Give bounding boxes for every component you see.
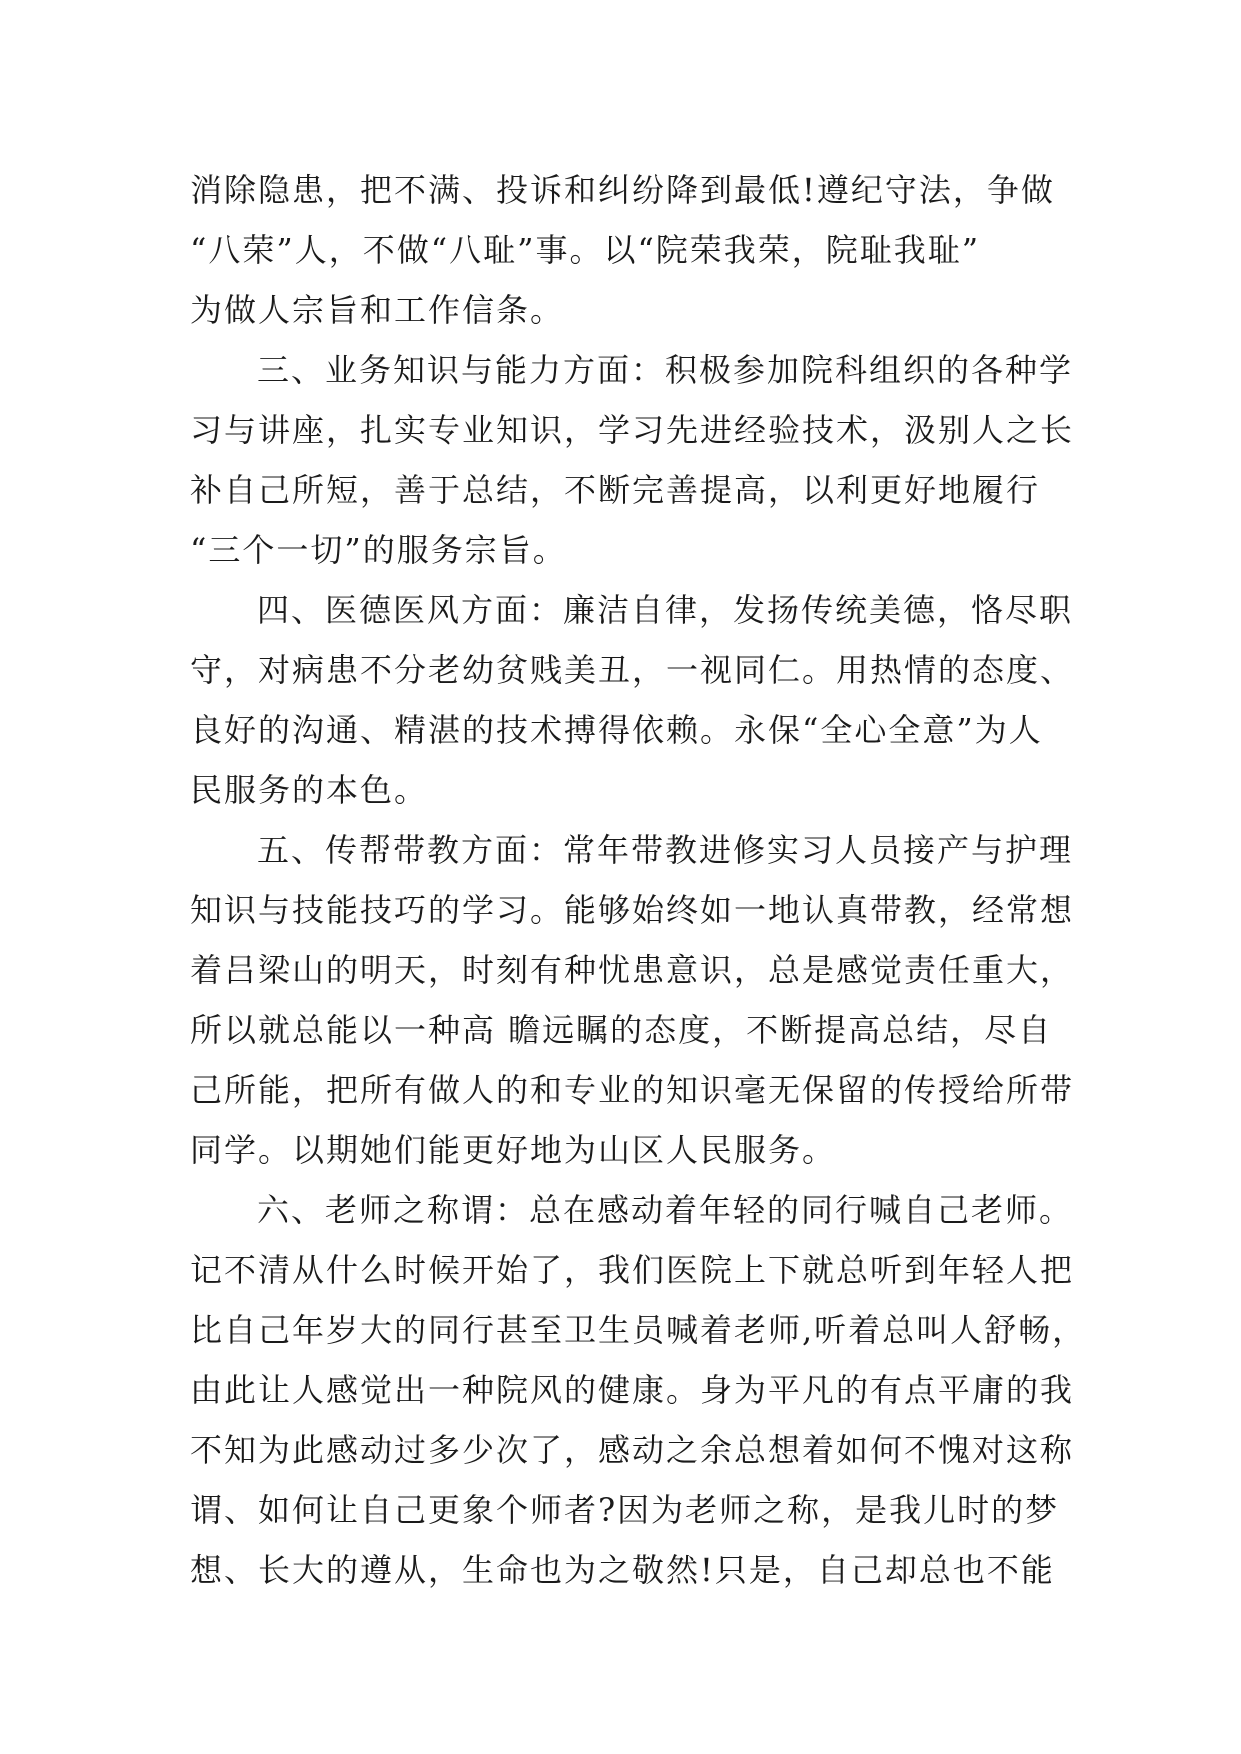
paragraph-start-line: 六、老师之称谓：总在感动着年轻的同行喊自己老师。 [257,1191,1074,1229]
text-line: 所以就总能以一种高 瞻远瞩的态度，不断提高总结，尽自 [190,1011,1053,1049]
text-line: 由此让人感觉出一种院风的健康。身为平凡的有点平庸的我 [190,1371,1075,1409]
text-line: 比自己年岁大的同行甚至卫生员喊着老师,听着总叫人舒畅， [190,1311,1087,1349]
text-line: 想、长大的遵从，生命也为之敬然!只是，自己却总也不能 [190,1551,1055,1589]
text-line: 为做人宗旨和工作信条。 [190,291,565,329]
paragraph-start-line: 四、医德医风方面：廉洁自律，发扬传统美德，恪尽职 [257,591,1074,629]
text-line: 不知为此感动过多少次了，感动之余总想着如何不愧对这称 [190,1431,1075,1469]
text-line: “八荣”人，不做“八耻”事。以“院荣我荣，院耻我耻” [190,231,981,269]
text-line: 己所能，把所有做人的和专业的知识毫无保留的传授给所带 [190,1071,1075,1109]
text-line: 民服务的本色。 [190,771,429,809]
text-line: 着吕梁山的明天，时刻有种忧患意识，总是感觉责任重大， [190,951,1075,989]
text-line: 良好的沟通、精湛的技术搏得依赖。永保“全心全意”为人 [190,711,1043,749]
text-line: 消除隐患，把不满、投诉和纠纷降到最低!遵纪守法，争做 [190,171,1055,209]
text-line: 同学。以期她们能更好地为山区人民服务。 [190,1131,837,1169]
text-line: 知识与技能技巧的学习。能够始终如一地认真带教，经常想 [190,891,1075,929]
text-line: 补自己所短，善于总结，不断完善提高，以利更好地履行 [190,471,1041,509]
text-line: 习与讲座，扎实专业知识，学习先进经验技术，汲别人之长 [190,411,1075,449]
body-text [190,160,1087,1600]
paragraph-start-line: 五、传帮带教方面：常年带教进修实习人员接产与护理 [257,831,1074,869]
text-line: 记不清从什么时候开始了，我们医院上下就总听到年轻人把 [190,1251,1075,1289]
paragraph-start-line: 三、业务知识与能力方面：积极参加院科组织的各种学 [257,351,1074,389]
text-line: “三个一切”的服务宗旨。 [190,531,567,569]
text-line: 谓、如何让自己更象个师者?因为老师之称，是我儿时的梦 [190,1491,1060,1529]
text-line: 守，对病患不分老幼贫贱美丑，一视同仁。用热情的态度、 [190,651,1075,689]
